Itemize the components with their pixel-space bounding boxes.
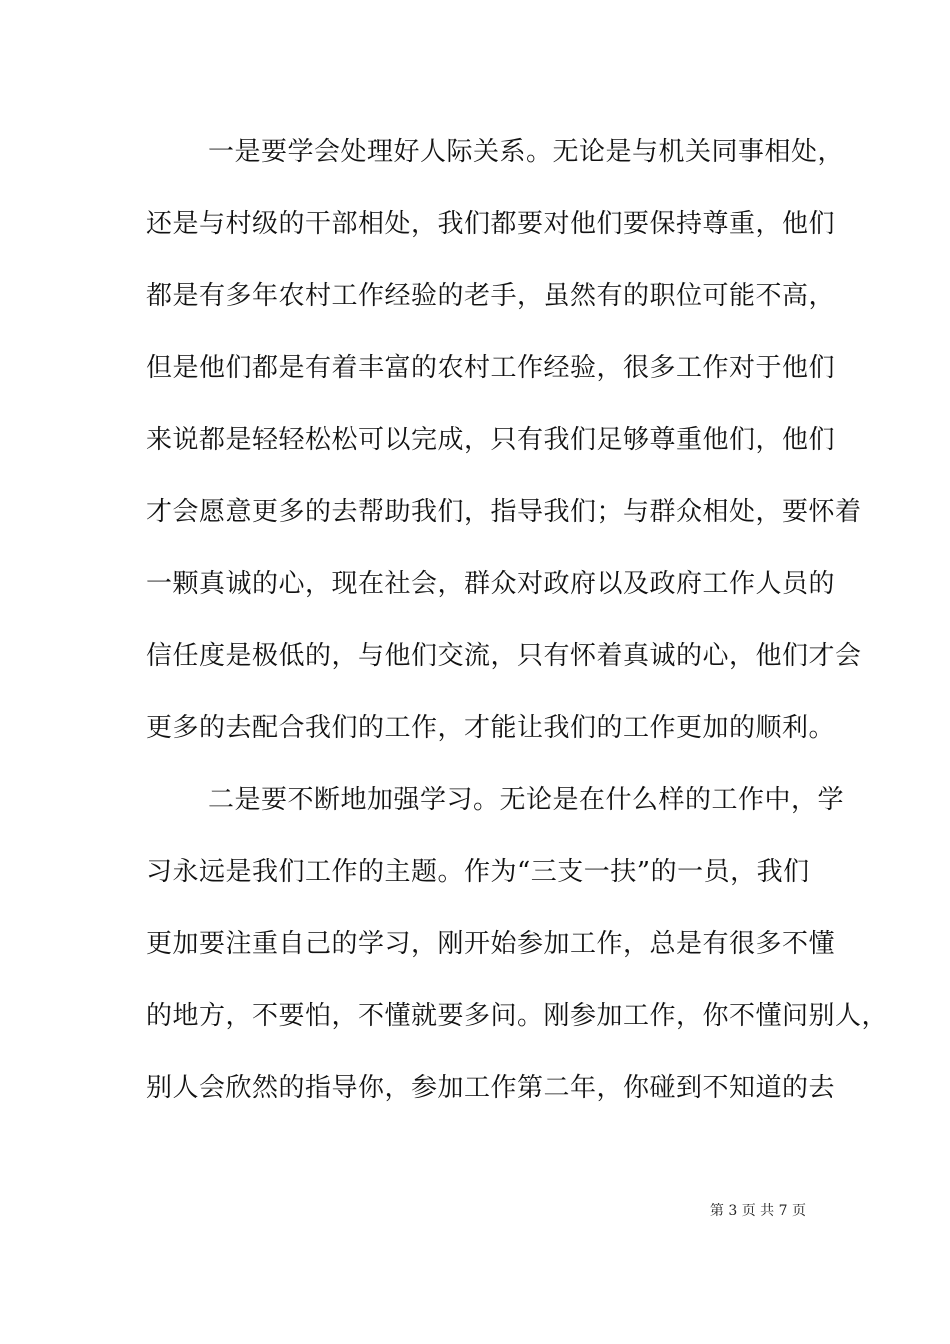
paragraph-1-line-6: 才会愿意更多的去帮助我们，指导我们；与群众相处，要怀着 [146, 497, 862, 527]
paragraph-2-line-3: 更加要注重自己的学习，刚开始参加工作，总是有很多不懂 [146, 929, 836, 959]
paragraph-1-line-5: 来说都是轻轻松松可以完成，只有我们足够尊重他们，他们 [146, 425, 836, 455]
paragraph-1-line-8: 信任度是极低的，与他们交流，只有怀着真诚的心，他们才会 [146, 641, 862, 671]
paragraph-2-line-1: 二是要不断地加强学习。无论是在什么样的工作中，学 [208, 785, 845, 815]
page-number-footer: 第 3 页 共 7 页 [709, 1203, 806, 1219]
paragraph-1-line-9: 更多的去配合我们的工作，才能让我们的工作更加的顺利。 [146, 713, 836, 743]
paragraph-1-line-4: 但是他们都是有着丰富的农村工作经验，很多工作对于他们 [146, 353, 836, 383]
paragraph-1-line-2: 还是与村级的干部相处，我们都要对他们要保持尊重，他们 [146, 209, 836, 239]
paragraph-1-line-3: 都是有多年农村工作经验的老手，虽然有的职位可能不高， [146, 281, 836, 311]
paragraph-1-line-7: 一颗真诚的心，现在社会，群众对政府以及政府工作人员的 [146, 569, 836, 599]
paragraph-1-line-1: 一是要学会处理好人际关系。无论是与机关同事相处， [208, 137, 845, 167]
paragraph-2-line-4: 的地方，不要怕，不懂就要多问。刚参加工作，你不懂问别人， [146, 1001, 889, 1031]
paragraph-2-line-2: 习永远是我们工作的主题。作为“三支一扶”的一员，我们 [146, 857, 810, 887]
paragraph-2-line-5: 别人会欣然的指导你，参加工作第二年，你碰到不知道的去 [146, 1073, 836, 1103]
